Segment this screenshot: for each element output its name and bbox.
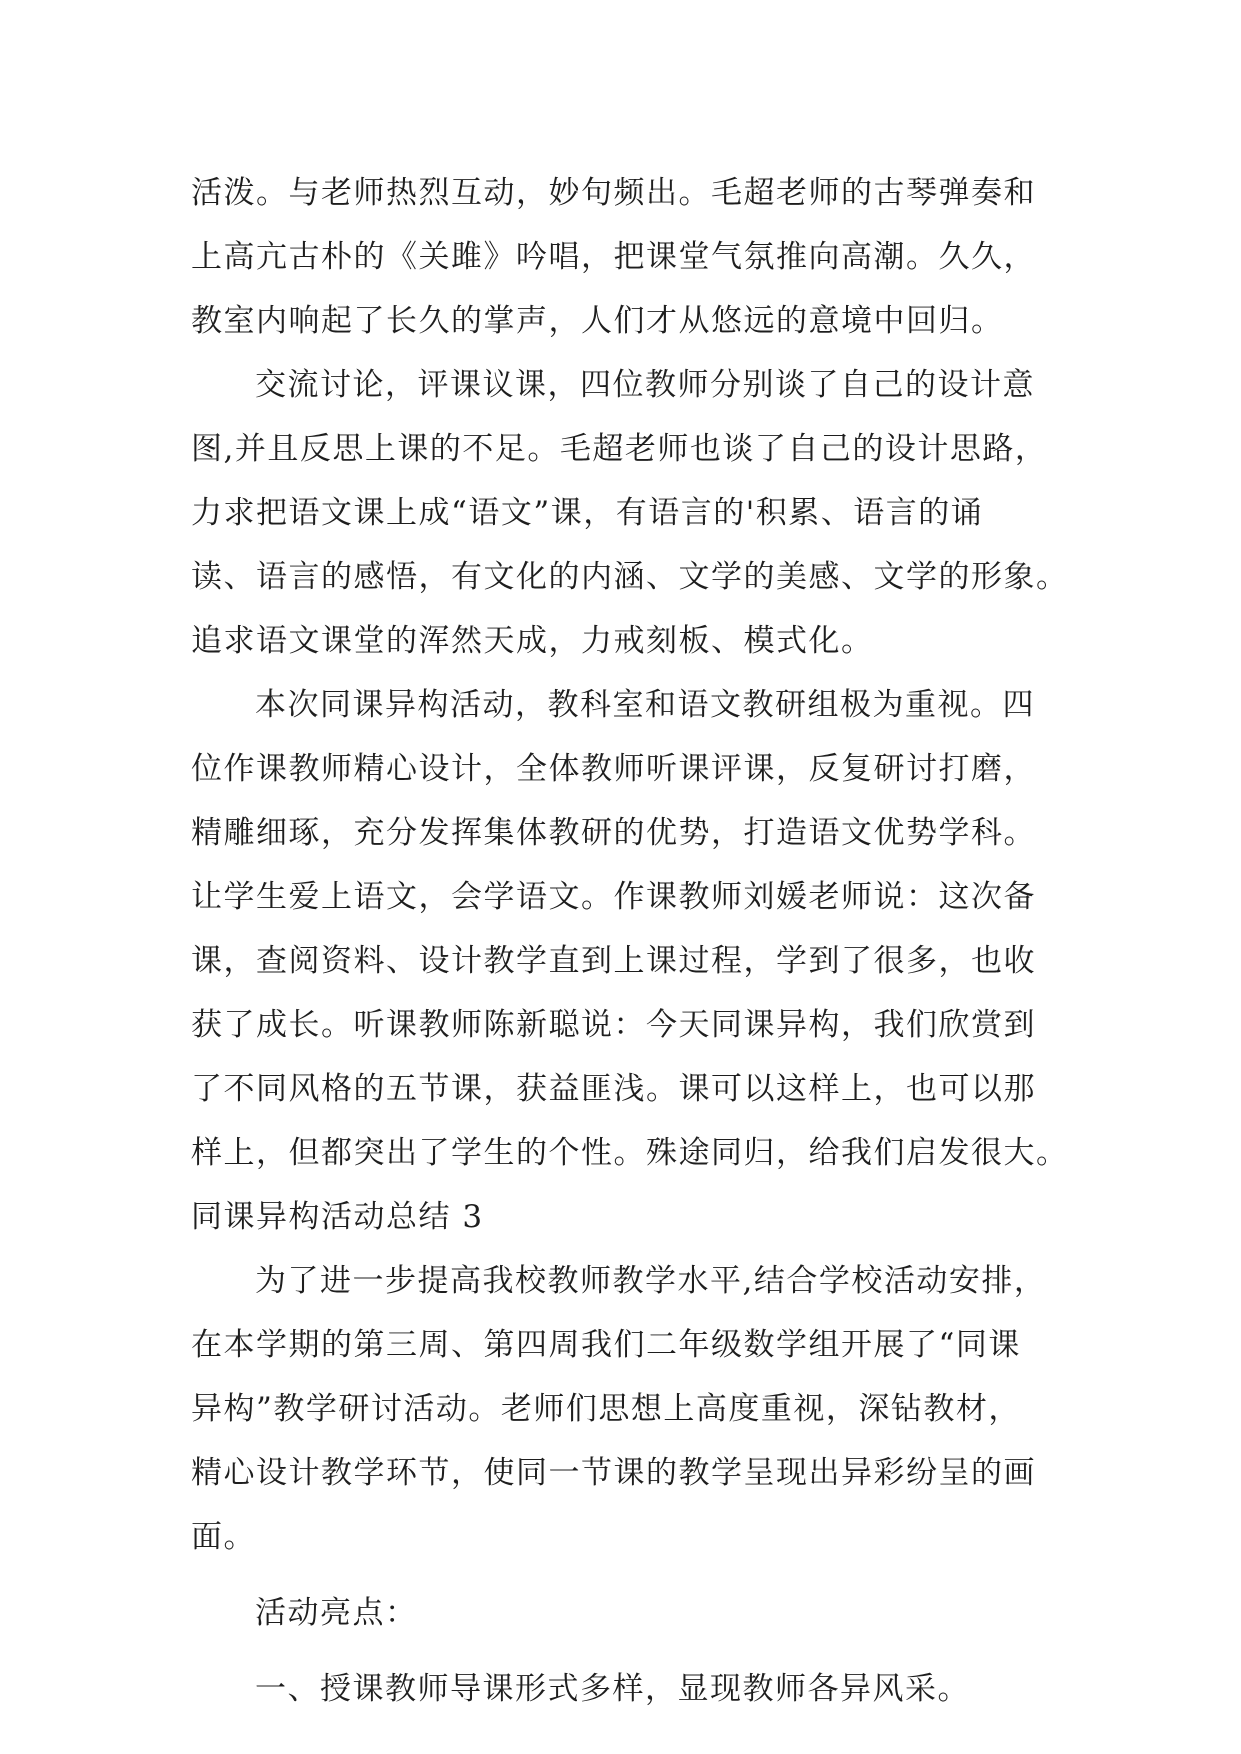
text-line: 课，查阅资料、设计教学直到上课过程，学到了很多，也收	[191, 943, 1036, 979]
body-text	[191, 161, 1071, 1721]
paragraph-start-line: 活动亮点：	[255, 1595, 418, 1631]
text-line: 样上，但都突出了学生的个性。殊途同归，给我们启发很大。	[191, 1135, 1069, 1171]
text-line: 获了成长。听课教师陈新聪说：今天同课异构，我们欣赏到	[191, 1007, 1036, 1043]
paragraph-start-line: 交流讨论，评课议课，四位教师分别谈了自己的设计意	[255, 367, 1035, 403]
text-line: 教室内响起了长久的掌声，人们才从悠远的意境中回归。	[191, 303, 1004, 339]
text-line: 精雕细琢，充分发挥集体教研的优势，打造语文优势学科。	[191, 815, 1036, 851]
text-line: 力求把语文课上成“语文”课，有语言的'积累、语言的诵	[191, 495, 984, 531]
section-heading: 同课异构活动总结 3	[191, 1199, 484, 1235]
paragraph-start-line: 一、授课教师导课形式多样，显现教师各异风采。	[255, 1671, 970, 1707]
text-line: 了不同风格的五节课，获益匪浅。课可以这样上，也可以那	[191, 1071, 1036, 1107]
text-line: 面。	[191, 1519, 256, 1555]
text-line: 读、语言的感悟，有文化的内涵、文学的美感、文学的形象。	[191, 559, 1069, 595]
text-line: 图,并且反思上课的不足。毛超老师也谈了自己的设计思路，	[191, 431, 1048, 467]
text-line: 精心设计教学环节，使同一节课的教学呈现出异彩纷呈的画	[191, 1455, 1036, 1491]
text-line: 追求语文课堂的浑然天成，力戒刻板、模式化。	[191, 623, 874, 659]
text-line: 位作课教师精心设计，全体教师听课评课，反复研讨打磨，	[191, 751, 1036, 787]
text-line: 上高亢古朴的《关雎》吟唱，把课堂气氛推向高潮。久久，	[191, 239, 1036, 275]
paragraph-start-line: 为了进一步提高我校教师教学水平,结合学校活动安排，	[255, 1263, 1047, 1299]
text-line: 在本学期的第三周、第四周我们二年级数学组开展了“同课	[191, 1327, 1021, 1363]
text-line: 异构”教学研讨活动。老师们思想上高度重视，深钻教材，	[191, 1391, 1021, 1427]
text-line: 让学生爱上语文，会学语文。作课教师刘媛老师说：这次备	[191, 879, 1036, 915]
text-line: 活泼。与老师热烈互动，妙句频出。毛超老师的古琴弹奏和	[191, 175, 1036, 211]
paragraph-start-line: 本次同课异构活动，教科室和语文教研组极为重视。四	[255, 687, 1035, 723]
